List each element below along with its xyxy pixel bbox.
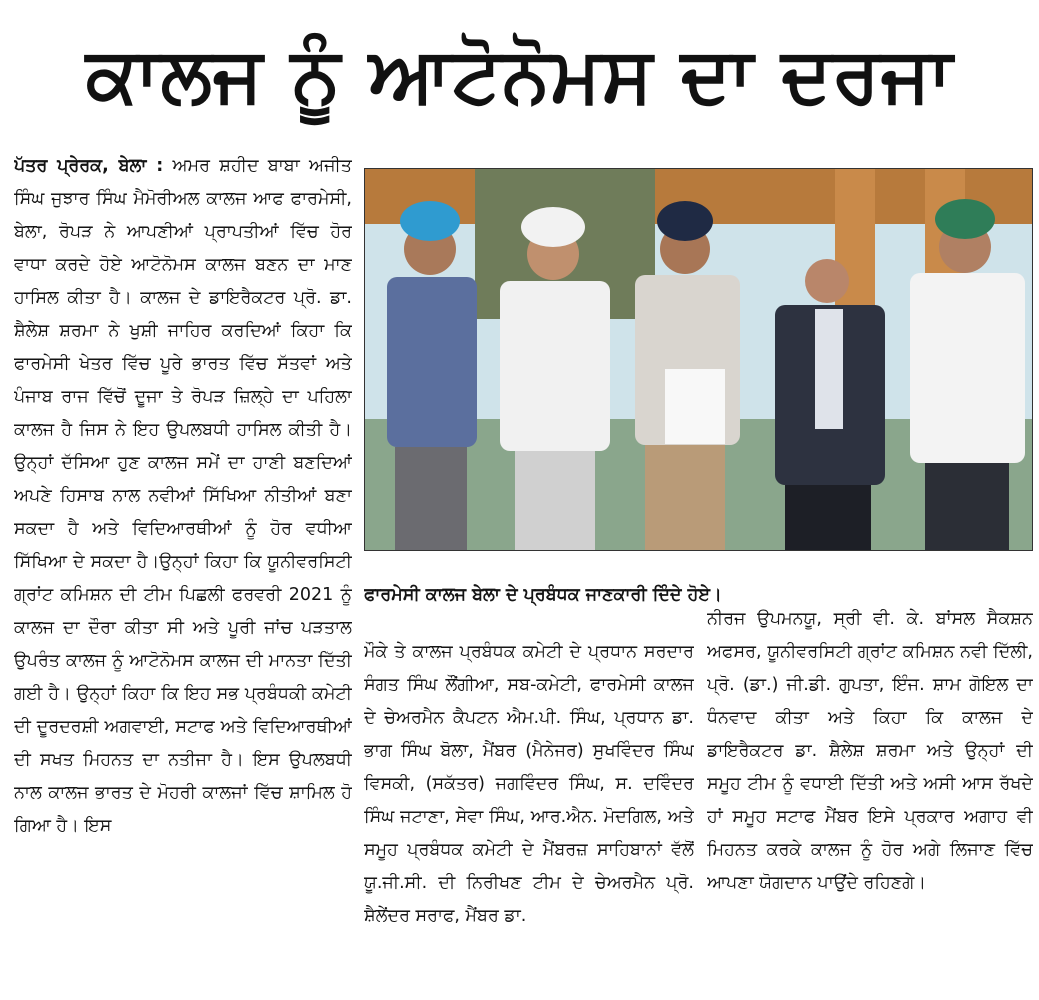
group-photo [364,168,1033,551]
byline: ਪੱਤਰ ਪ੍ਰੇਰਕ, ਬੇਲਾ : [14,156,164,176]
photo-caption: ਫਾਰਮੇਸੀ ਕਾਲਜ ਬੇਲਾ ਦੇ ਪ੍ਰਬੰਧਕ ਜਾਣਕਾਰੀ ਦਿੰਦੇ ਹੋਏ। [364,585,722,605]
headline: ਕਾਲਜ ਨੂੰ ਆਟੋਨੋਮਸ ਦਾ ਦਰਜਾ [85,30,954,119]
article-column-2: ਮੌਕੇ ਤੇ ਕਾਲਜ ਪ੍ਰਬੰਧਕ ਕਮੇਟੀ ਦੇ ਪ੍ਰਧਾਨ ਸਰਦਾਰ ਸੰਗਤ ਸਿੰਘ ਲੌਂਗੀਆ, ਸਬ-ਕਮੇਟੀ, ਫਾਰਮੇਸੀ ਕਾਲਜ ਦੇ ਚੇਅਰਮੈਨ ਕੈਪਟਨ ਐਮ.ਪੀ. ਸਿੰਘ, ਪ੍ਰਧਾਨ ਡਾ. ਭਾਗ ਸਿੰਘ ਬੋਲਾ, ਮੈਂਬਰ (ਮੈਨੇਜਰ) ਸੁਖਵਿੰਦਰ ਸਿੰਘ ਵਿਸਕੀ, (ਸਕੱਤਰ) ਜਗਵਿੰਦਰ ਸਿੰਘ, ਸ. ਦਵਿੰਦਰ ਸਿੰਘ ਜਟਾਣਾ, ਸੇਵਾ ਸਿੰਘ, ਆਰ.ਐਨ. ਮੋਦਗਿਲ, ਅਤੇ ਸਮੂਹ ਪ੍ਰਬੰਧਕ ਕਮੇਟੀ ਦੇ ਮੈਂਬਰਜ਼ ਸਾਹਿਬਾਨਾਂ ਵੱਲੋਂ ਯੂ.ਜੀ.ਸੀ. ਦੀ ਨਿਰੀਖਣ ਟੀਮ ਦੇ ਚੇਅਰਮੈਨ ਪ੍ਰੋ. ਸ਼ੈਲੇਂਦਰ ਸਰਾਫ, ਮੈਂਬਰ ਡਾ. [364,642,694,926]
group-photo-illustration [365,169,1032,550]
article-column-3: ਨੀਰਜ ਉਪਮਨਯੂ, ਸ੍ਰੀ ਵੀ. ਕੇ. ਬਾਂਸਲ ਸੈਕਸ਼ਨ ਅਫਸਰ, ਯੂਨੀਵਰਸਿਟੀ ਗ੍ਰਾਂਟ ਕਮਿਸ਼ਨ ਨਵੀ ਦਿੱਲੀ, ਪ੍ਰੋ. (ਡਾ.) ਜੀ.ਡੀ. ਗੁਪਤਾ, ਇੰਜ. ਸ਼ਾਮ ਗੋਇਲ ਦਾ ਧੰਨਵਾਦ ਕੀਤਾ ਅਤੇ ਕਿਹਾ ਕਿ ਕਾਲਜ ਦੇ ਡਾਇਰੈਕਟਰ ਡਾ. ਸ਼ੈਲੇਸ਼ ਸ਼ਰਮਾ ਅਤੇ ਉਨ੍ਹਾਂ ਦੀ ਸਮੂਹ ਟੀਮ ਨੂੰ ਵਧਾਈ ਦਿੱਤੀ ਅਤੇ ਅਸੀ ਆਸ ਰੱਖਦੇ ਹਾਂ ਸਮੂਹ ਸਟਾਫ ਮੈਂਬਰ ਇਸੇ ਪ੍ਰਕਾਰ ਅਗਾਹ ਵੀ ਮਿਹਨਤ ਕਰਕੇ ਕਾਲਜ ਨੂੰ ਹੋਰ ਅਗੇ ਲਿਜਾਣ ਵਿੱਚ ਆਪਣਾ ਯੋਗਦਾਨ ਪਾਉਂਦੇ ਰਹਿਣਗੇ। [707,609,1033,893]
article-column-1 [14,150,352,995]
column-1-text: ਅਮਰ ਸ਼ਹੀਦ ਬਾਬਾ ਅਜੀਤ ਸਿੰਘ ਜੁਝਾਰ ਸਿੰਘ ਮੈਮੋਰੀਅਲ ਕਾਲਜ ਆਫ ਫਾਰਮੇਸੀ, ਬੇਲਾ, ਰੋਪੜ ਨੇ ਆਪਣੀਆਂ ਪ੍ਰਾਪਤੀਆਂ ਵਿੱਚ ਹੋਰ ਵਾਧਾ ਕਰਦੇ ਹੋਏ ਆਟੋਨੋਮਸ ਕਾਲਜ ਬਣਨ ਦਾ ਮਾਣ ਹਾਸਿਲ ਕੀਤਾ ਹੈ। ਕਾਲਜ ਦੇ ਡਾਇਰੈਕਟਰ ਪ੍ਰੋ. ਡਾ. ਸ਼ੈਲੇਸ਼ ਸ਼ਰਮਾ ਨੇ ਖੁਸ਼ੀ ਜਾਹਿਰ ਕਰਦਿਆਂ ਕਿਹਾ ਕਿ ਫਾਰਮੇਸੀ ਖੇਤਰ ਵਿੱਚ ਪੂਰੇ ਭਾਰਤ ਵਿੱਚ ਸੱਤਵਾਂ ਅਤੇ ਪੰਜਾਬ ਰਾਜ ਵਿੱਚੋਂ ਦੂਜਾ ਤੇ ਰੋਪੜ ਜ਼ਿਲ੍ਹੇ ਦਾ ਪਹਿਲਾ ਕਾਲਜ ਹੈ ਜਿਸ ਨੇ ਇਹ ਉਪਲਬਧੀ ਹਾਸਿਲ ਕੀਤੀ ਹੈ। ਉਨ੍ਹਾਂ ਦੱਸਿਆ ਹੁਣ ਕਾਲਜ ਸਮੇਂ ਦਾ ਹਾਣੀ ਬਣਦਿਆਂ ਅਪਣੇ ਹਿਸਾਬ ਨਾਲ ਨਵੀਆਂ ਸਿੱਖਿਆ ਨੀਤੀਆਂ ਬਣਾ ਸਕਦਾ ਹੈ ਅਤੇ ਵਿਦਿਆਰਥੀਆਂ ਨੂੰ ਹੋਰ ਵਧੀਆ ਸਿੱਖਿਆ ਦੇ ਸਕਦਾ ਹੈ।ਉਨ੍ਹਾਂ ਕਿਹਾ ਕਿ ਯੂਨੀਵਰਸਿਟੀ ਗ੍ਰਾਂਟ ਕਮਿਸ਼ਨ ਦੀ ਟੀਮ ਪਿਛਲੀ ਫਰਵਰੀ 2021 ਨੂੰ ਕਾਲਜ ਦਾ ਦੌਰਾ ਕੀਤਾ ਸੀ ਅਤੇ ਪੂਰੀ ਜਾਂਚ ਪੜਤਾਲ ਉਪਰੰਤ ਕਾਲਜ ਨੂੰ ਆਟੋਨੋਮਸ ਕਾਲਜ ਦੀ ਮਾਨਤਾ ਦਿੱਤੀ ਗਈ ਹੈ। ਉਨ੍ਹਾਂ ਕਿਹਾ ਕਿ ਇਹ ਸਭ ਪ੍ਰਬੰਧਕੀ ਕਮੇਟੀ ਦੀ ਦੂਰਦਰਸ਼ੀ ਅਗਵਾਈ, ਸਟਾਫ ਅਤੇ ਵਿਦਿਆਰਥੀਆਂ ਦੀ ਸਖਤ ਮਿਹਨਤ ਦਾ ਨਤੀਜਾ ਹੈ। ਇਸ ਉਪਲਬਧੀ ਨਾਲ ਕਾਲਜ ਭਾਰਤ ਦੇ ਮੋਹਰੀ ਕਾਲਜਾਂ ਵਿੱਚ ਸ਼ਾਮਿਲ ਹੋ ਗਿਆ ਹੈ। ਇਸ [14,156,352,836]
